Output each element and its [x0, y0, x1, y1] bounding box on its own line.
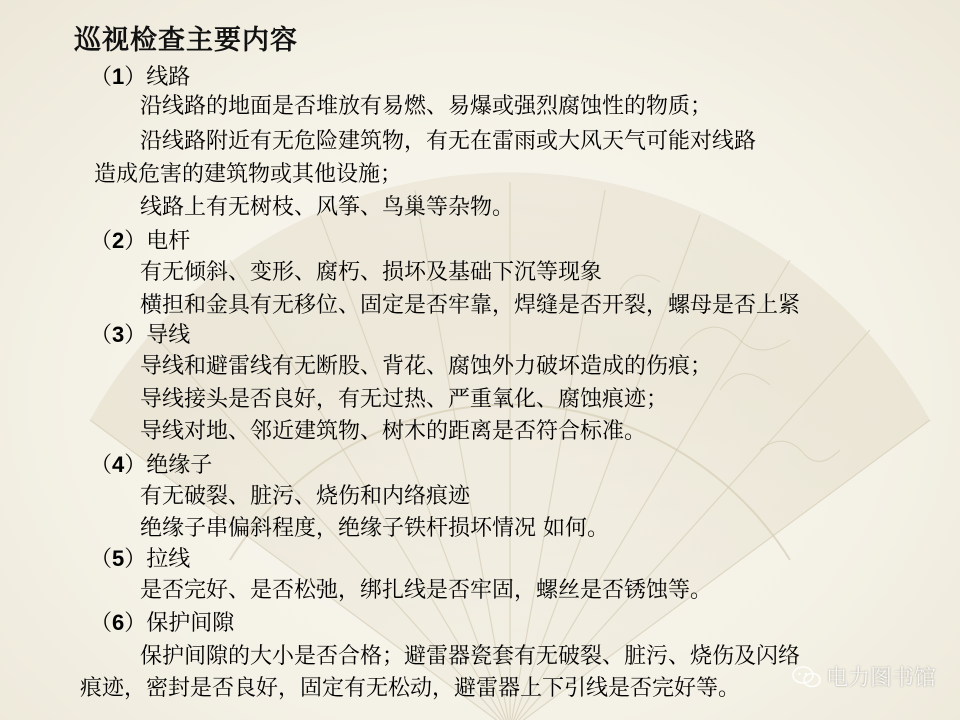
list-item: 导线对地、邻近建筑物、树木的距离是否符合标准。 [140, 419, 647, 444]
list-item: 是否完好、是否松弛，绑扎线是否牢固，螺丝是否锈蚀等。 [140, 578, 713, 603]
section-title: 拉线 [146, 547, 191, 572]
section-heading-5: （5）拉线 [90, 546, 191, 572]
list-item: 导线接头是否良好，有无过热、严重氧化、腐蚀痕迹； [140, 387, 669, 412]
list-item: 绝缘子串偏斜程度，绝缘子铁杆损坏情况 如何。 [140, 516, 609, 541]
section-heading-3: （3）导线 [90, 322, 191, 348]
list-item: 横担和金具有无移位、固定是否牢靠，焊缝是否开裂，螺母是否上紧 [140, 293, 801, 318]
list-item: 有无破裂、脏污、烧伤和内络痕迹 [140, 484, 471, 509]
list-item: 保护间隙的大小是否合格；避雷器瓷套有无破裂、脏污、烧伤及闪络 [140, 644, 801, 669]
section-title: 导线 [146, 323, 191, 348]
watermark [792, 661, 936, 692]
watermark-text: 电力图书馆 [825, 666, 936, 691]
wechat-icon [792, 666, 822, 688]
section-heading-4: （4）绝缘子 [90, 452, 213, 478]
section-title: 保护间隙 [146, 611, 235, 636]
section-title: 绝缘子 [146, 453, 213, 478]
list-item: 沿线路的地面是否堆放有易燃、易爆或强烈腐蚀性的物质； [140, 94, 713, 119]
list-item: 有无倾斜、变形、腐朽、损坏及基础下沉等现象 [140, 260, 603, 285]
section-title: 线路 [146, 65, 191, 90]
section-number: 6 [112, 610, 125, 635]
list-item: 导线和避雷线有无断股、背花、腐蚀外力破坏造成的伤痕； [140, 354, 713, 379]
section-heading-2: （2）电杆 [90, 228, 191, 254]
section-number: 5 [112, 546, 125, 571]
list-item: 线路上有无树枝、风筝、鸟巢等杂物。 [140, 195, 515, 220]
list-item-continuation: 痕迹，密封是否良好，固定有无松动，避雷器上下引线是否完好等。 [80, 676, 741, 701]
slide-title: 巡视检查主要内容 [74, 25, 298, 56]
section-title: 电杆 [146, 229, 191, 254]
section-number: 1 [112, 64, 125, 89]
section-number: 2 [112, 228, 125, 253]
list-item-continuation: 造成危害的建筑物或其他设施； [94, 162, 403, 187]
section-number: 4 [112, 452, 125, 477]
list-item: 沿线路附近有无危险建筑物，有无在雷雨或大风天气可能对线路 [140, 129, 757, 154]
section-heading-1: （1）线路 [90, 64, 191, 90]
section-number: 3 [112, 322, 125, 347]
section-heading-6: （6）保护间隙 [90, 610, 235, 636]
